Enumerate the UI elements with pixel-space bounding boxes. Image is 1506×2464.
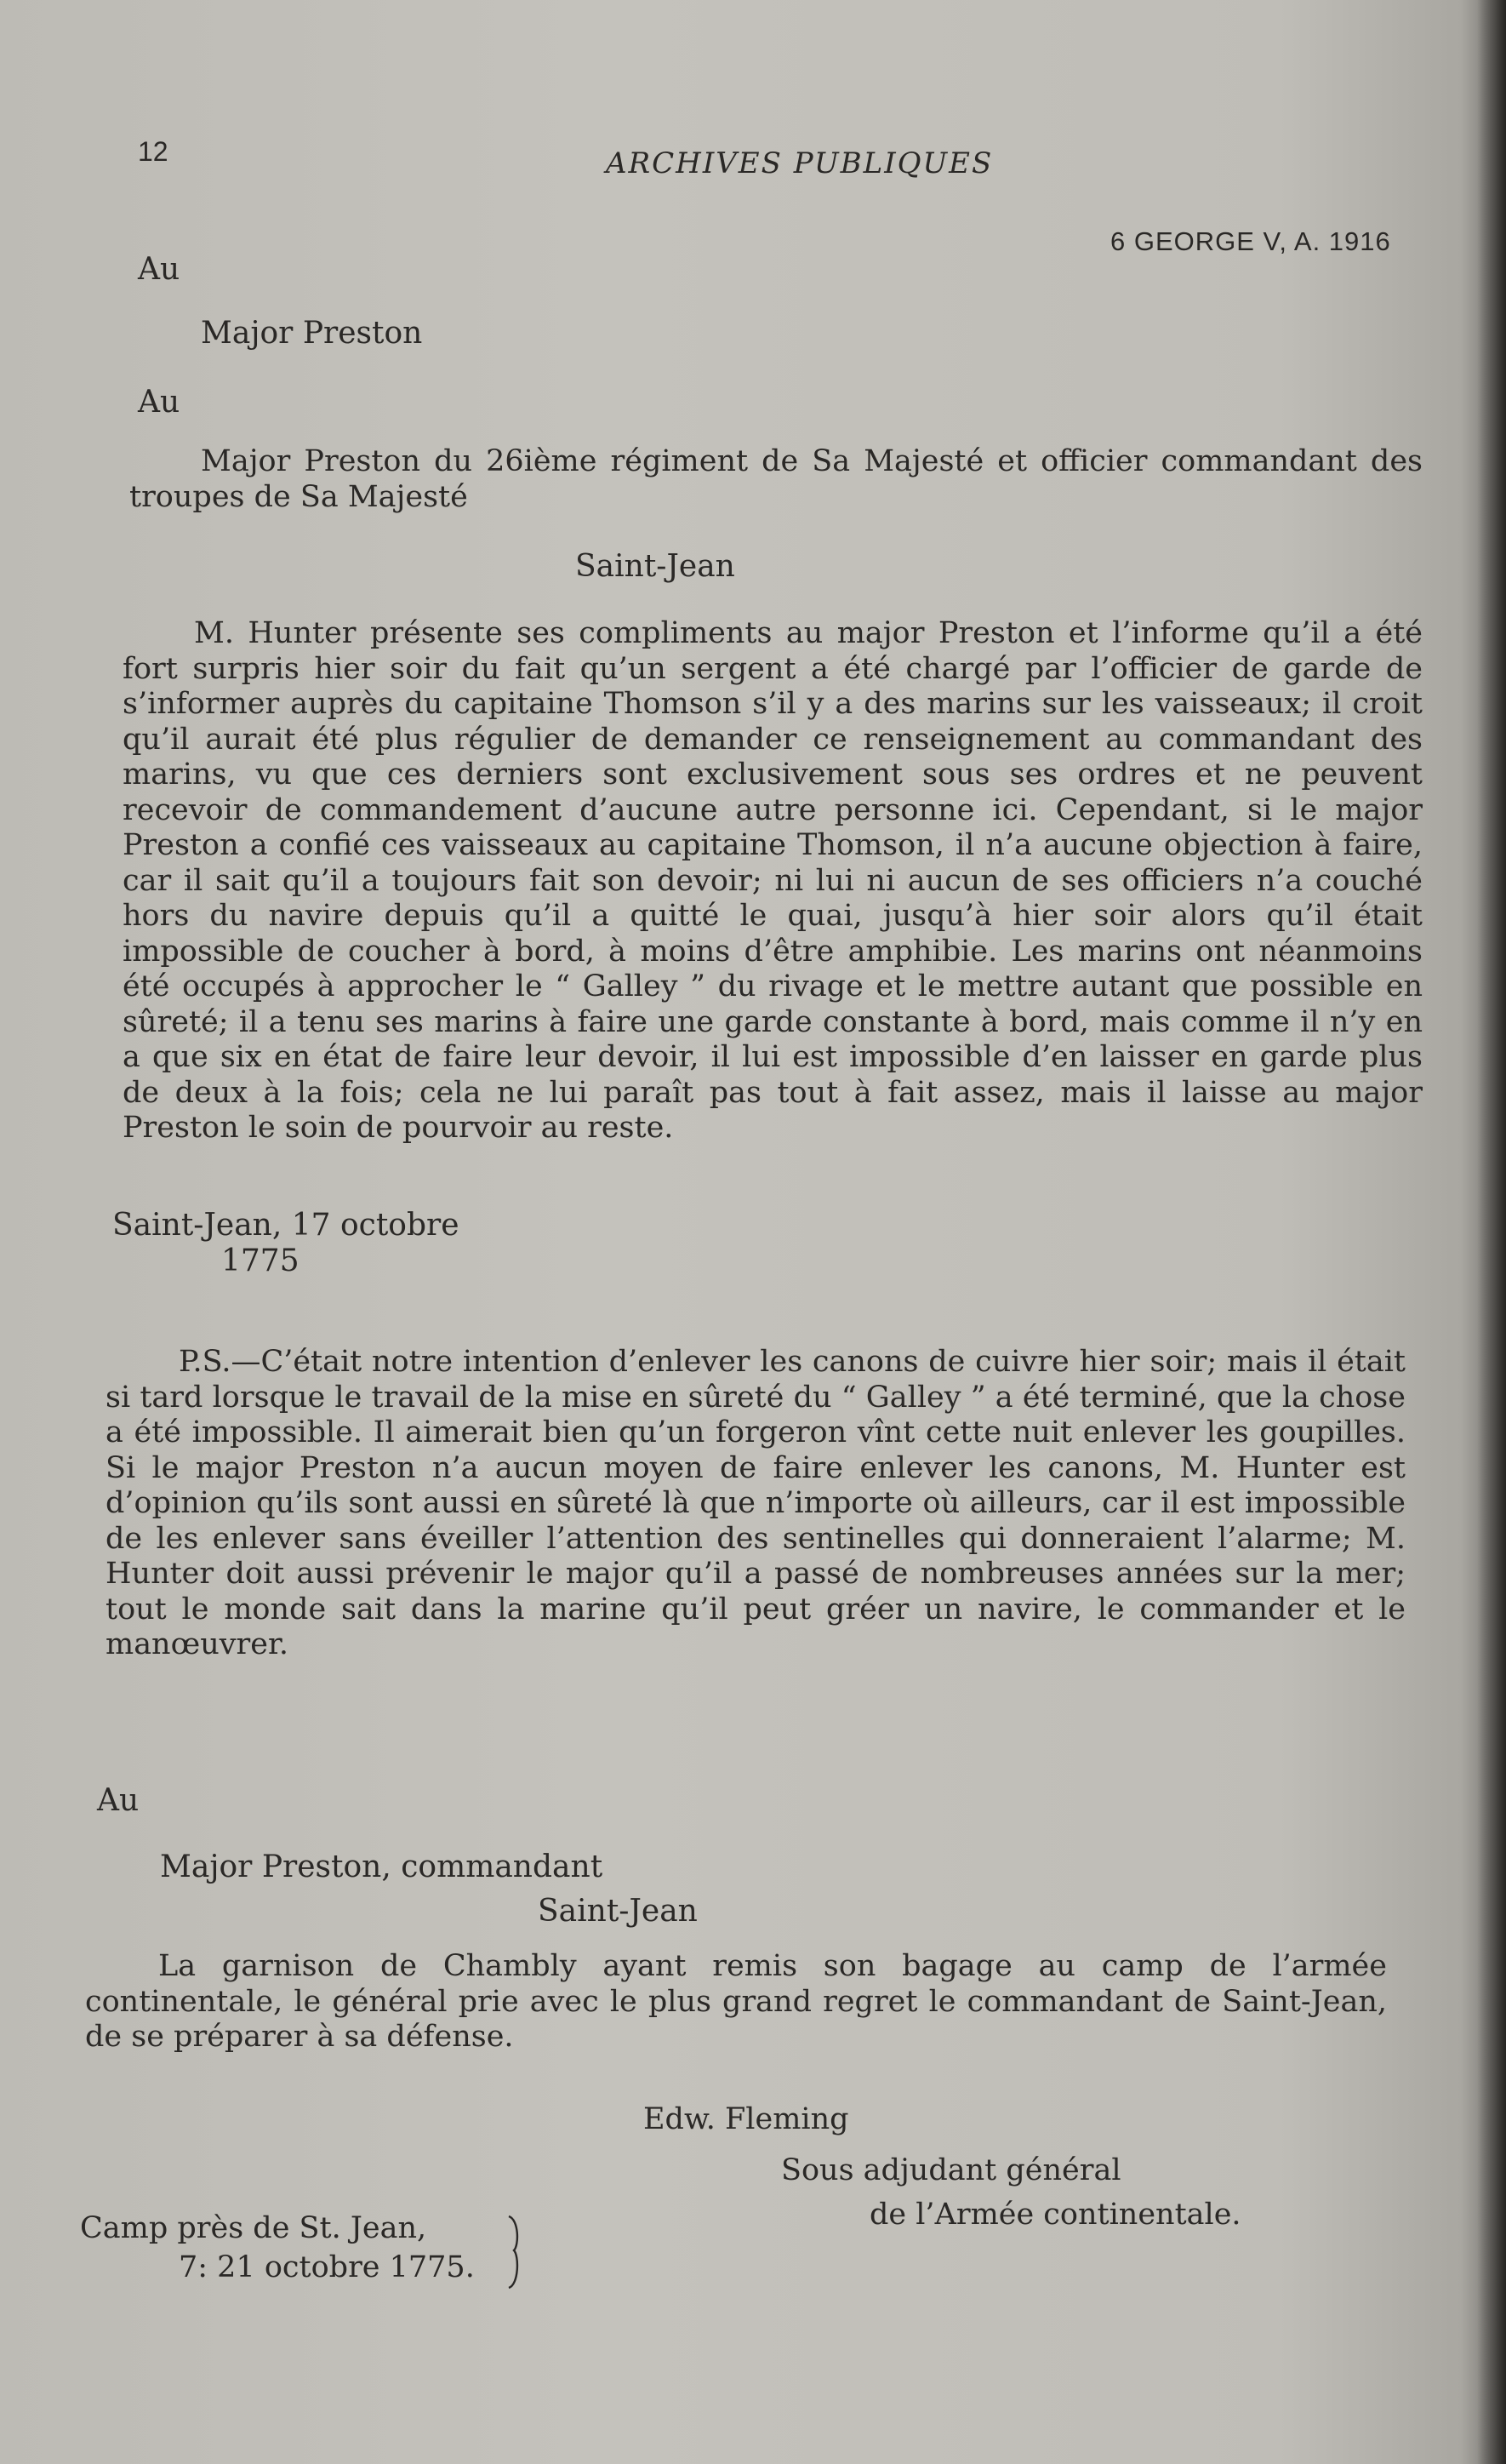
letter1-addressee-2: Major Preston du 26ième régiment de Sa Majesté et officier commandant des troupes de Sa Majesté [129,444,1423,514]
letter1-place: Saint-Jean [575,549,735,584]
letter1-body: M. Hunter présente ses compliments au major Preston et l’informe qu’il a été fort surpris hier soir du fait qu’un sergent a été chargé par l’officier de garde de s’informer auprès du capitaine Thomson s’il y a des marins sur les vaisseaux; il croit qu’il aurait été plus régulier de demander ce renseignement au commandant des marins, vu que ces derniers sont exclusivement sous ses ordres et ne peuvent recevoir de commandement d’aucune autre personne ici. Cependant, si le major Preston a confié ces vaisseaux au capitaine Thomson, il n’a aucune objection à faire, car il sait qu’il a toujours fait son devoir; ni lui ni aucun de ses officiers n’a couché hors du navire depuis qu’il a quitté le quai, jusqu’à hier soir alors qu’il était impossible de coucher à bord, à moins d’être amphibie. Les marins ont néanmoins été occupés à approcher le “ Galley ” du rivage et le mettre autant que possible en sûreté; il a tenu ses marins à faire une garde constante à bord, mais comme il n’y en a que six en état de faire leur devoir, il lui est impossible d’en laisser en garde plus de deux à la fois; cela ne lui paraît pas tout à fait assez, mais il laisse au major Preston le soin de pourvoir au reste. [123,616,1423,1145]
date-brace [504,2213,526,2291]
letter2-place: Saint-Jean [538,1894,698,1929]
signature-rank-1: Sous adjudant général [781,2153,1121,2187]
letter1-to-2: Au [138,385,180,420]
letter2-date-place: Camp près de St. Jean, [80,2211,427,2245]
letter2-addressee: Major Preston, commandant [160,1849,603,1884]
letter1-postscript: P.S.—C’était notre intention d’enlever les canons de cuivre hier soir; mais il était si tard lorsque le travail de la mise en sûreté du “ Galley ” a été terminé, que la chose a été impossible. Il aimerait bien qu’un forgeron vînt cette nuit enlever les goupilles. Si le major Preston n’a aucun moyen de faire enlever les canons, M. Hunter est d’opinion qu’ils sont aussi en sûreté là que n’importe où ailleurs, car il est impossible de les enlever sans éveiller l’attention des sentinelles qui donneraient l’alarme; M. Hunter doit aussi prévenir le major qu’il a passé de nombreuses années sur la mer; tout le monde sait dans la marine qu’il peut gréer un navire, le commander et le manœuvrer. [106,1345,1406,1661]
running-title: ARCHIVES PUBLIQUES [606,146,994,180]
signature-rank-2: de l’Armée continentale. [870,2198,1241,2232]
letter1-date-place: Saint-Jean, 17 octobre [112,1208,459,1243]
book-spine-shadow [1477,0,1506,2464]
letter2-to: Au [97,1783,140,1818]
page-number: 12 [138,136,168,167]
letter2-date: 7: 21 octobre 1775. [179,2250,475,2284]
letter2-body: La garnison de Chambly ayant remis son bagage au camp de l’armée continentale, le général prie avec le plus grand regret le commandant de Saint-Jean, de se préparer à sa défense. [85,1949,1387,2054]
letter1-addressee-1: Major Preston [201,316,423,351]
letter1-to-1: Au [138,252,180,287]
session-label: 6 GEORGE V, A. 1916 [1110,226,1391,256]
letter1-date-year: 1775 [221,1243,299,1278]
signature-name: Edw. Fleming [643,2102,849,2136]
